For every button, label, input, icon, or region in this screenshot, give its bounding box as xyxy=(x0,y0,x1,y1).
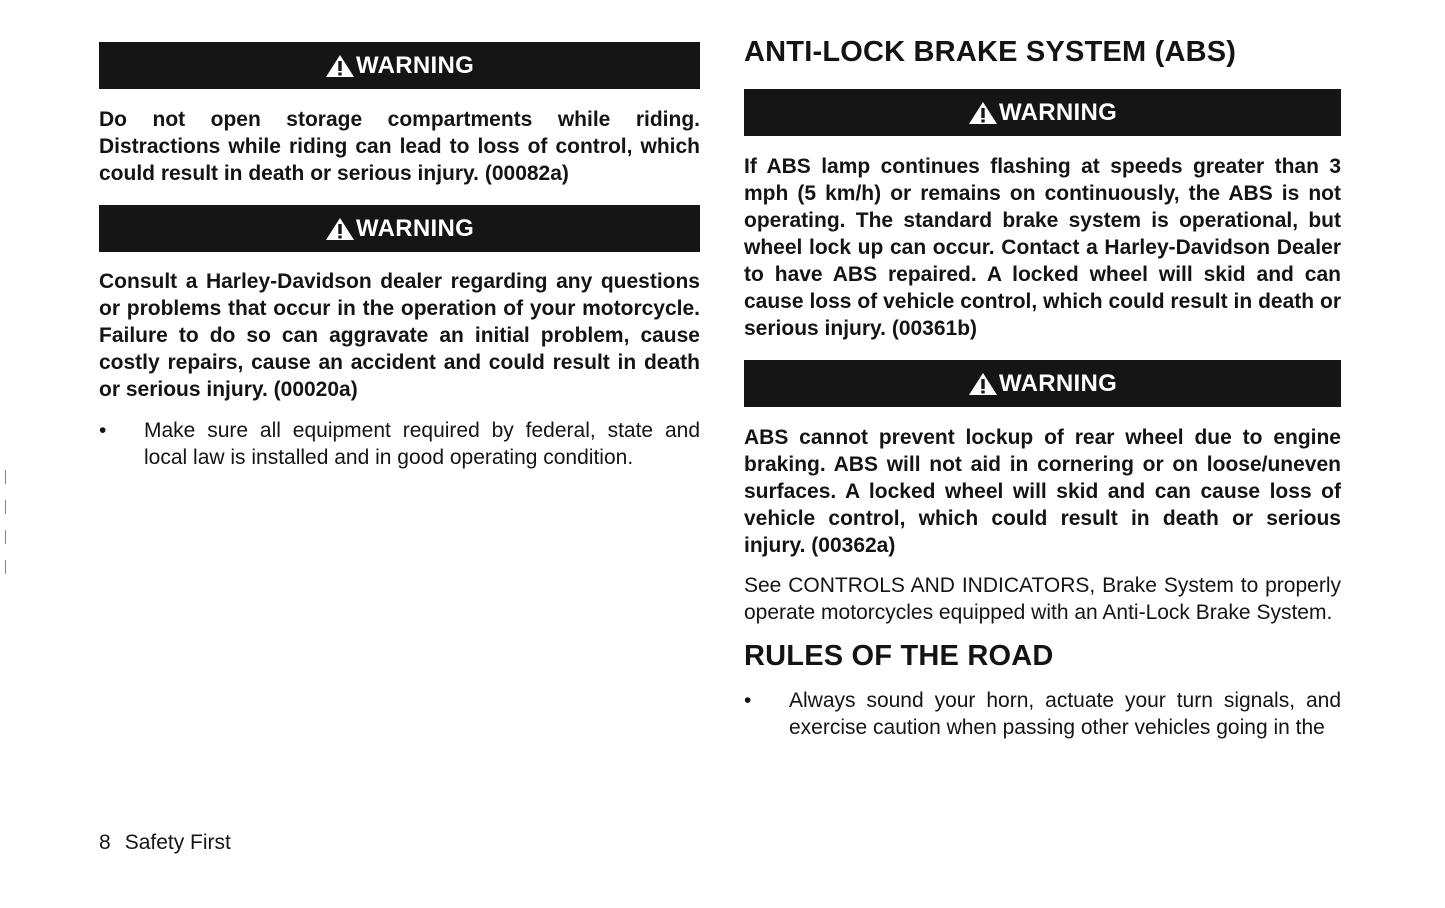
warning-banner xyxy=(99,42,700,89)
warning-label: WARNING xyxy=(355,51,475,79)
warning-banner xyxy=(744,360,1341,407)
footer-section-title: Safety First xyxy=(124,831,231,854)
body-text: See CONTROLS AND INDICATORS, Brake System to properly operate motorcycles equipped with an Anti-Lock Brake System. xyxy=(744,574,1341,624)
warning-banner xyxy=(99,205,700,252)
warning-text: Do not open storage compartments while riding. Distractions while riding can lead to loss of control, which could result in death or serious injury. (00082a) xyxy=(99,108,700,185)
warning-triangle-icon xyxy=(325,54,355,78)
warning-triangle-icon xyxy=(968,372,998,396)
warning-text: ABS cannot prevent lockup of rear wheel due to engine braking. ABS will not aid in cornering or on loose/uneven surfaces. A locked wheel will skid and can cause loss of vehicle control, which could result in death or serious injury. (00362a) xyxy=(744,426,1341,557)
section-heading: RULES OF THE ROAD xyxy=(744,640,1054,672)
list-item xyxy=(99,417,700,471)
warning-triangle-icon xyxy=(968,101,998,125)
warning-label: WARNING xyxy=(998,98,1118,126)
list-item-text: Always sound your horn, actuate your turn signals, and exercise caution when passing other vehicles going in the xyxy=(789,689,1341,739)
warning-triangle-icon xyxy=(325,217,355,241)
warning-banner xyxy=(744,89,1341,136)
list-item-text: Make sure all equipment required by federal, state and local law is installed and in good operating condition. xyxy=(144,419,700,469)
warning-label: WARNING xyxy=(998,369,1118,397)
list-item xyxy=(744,687,1341,741)
bullet-icon: • xyxy=(744,689,752,712)
warning-text: Consult a Harley-Davidson dealer regarding any questions or problems that occur in the operation of your motorcycle. Failure to do so can aggravate an initial problem, cause costly repairs, cause an accident and could result in death or serious injury. (00020a) xyxy=(99,270,700,401)
warning-label: WARNING xyxy=(355,214,475,242)
warning-text: If ABS lamp continues flashing at speeds greater than 3 mph (5 km/h) or remains on continuously, the ABS is not operating. The standard brake system is operational, but wheel lock up can occur. Contact a Harley-Davidson Dealer to have ABS repaired. A locked wheel will skid and can cause loss of vehicle control, which could result in death or serious injury. (00361b) xyxy=(744,155,1341,340)
page-edge-mark xyxy=(5,470,6,580)
page-number: 8 xyxy=(99,831,111,854)
section-heading: ANTI-LOCK BRAKE SYSTEM (ABS) xyxy=(744,36,1237,68)
bullet-icon: • xyxy=(99,419,107,442)
page-footer xyxy=(99,829,231,856)
